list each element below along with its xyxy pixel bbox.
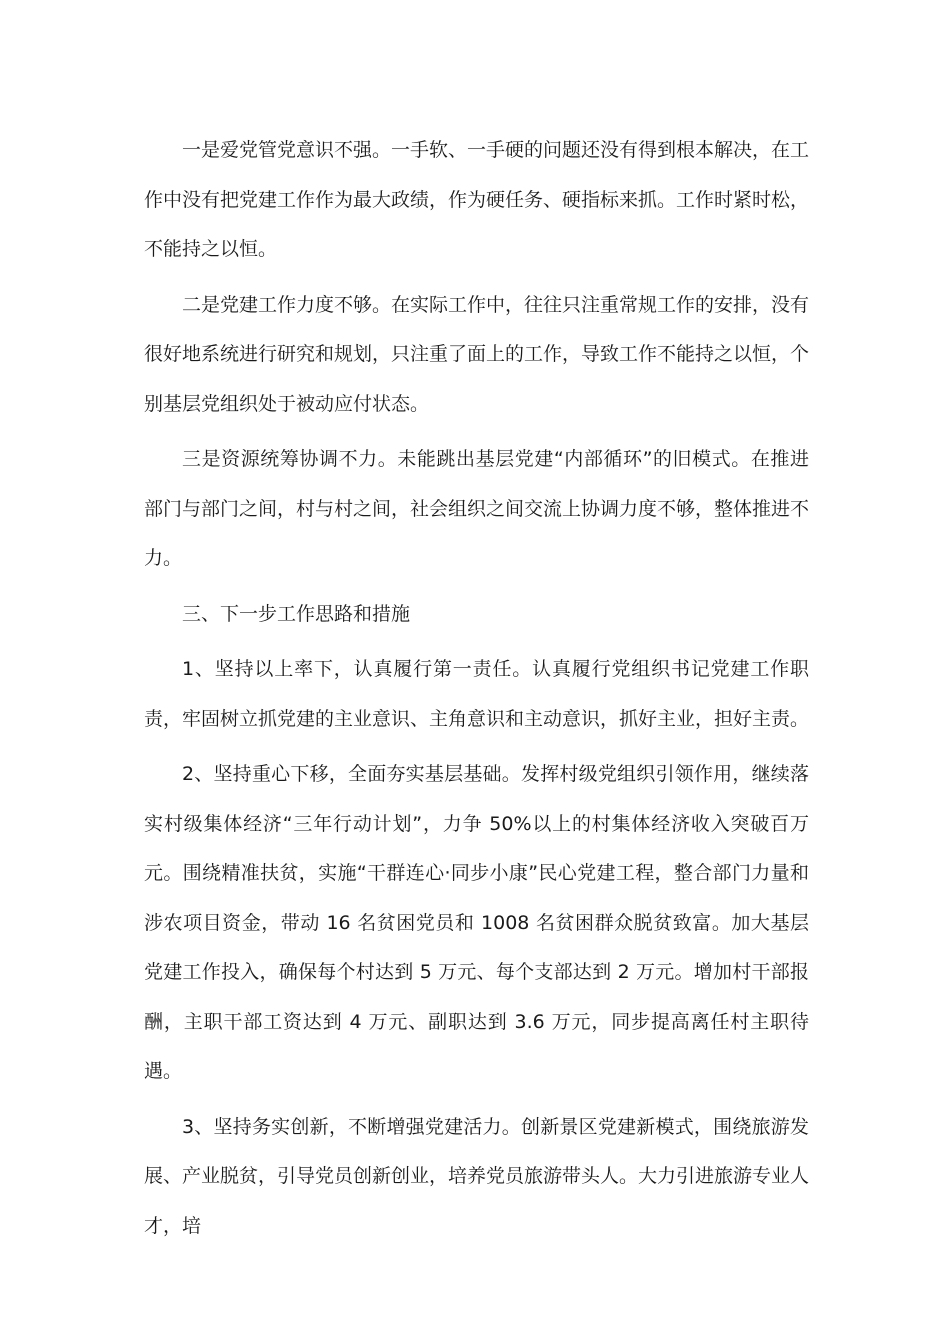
paragraph-problem-3: 三是资源统筹协调不力。未能跳出基层党建“内部循环”的旧模式。在推进部门与部门之间，村与村之间，社会组织之间交流上协调力度不够，整体推进不力。 bbox=[144, 448, 810, 569]
paragraph-measure-3: 3、坚持务实创新，不断增强党建活力。创新景区党建新模式，围绕旅游发展、产业脱贫，引导党员创新创业，培养党员旅游带头人。大力引进旅游专业人才，培 bbox=[144, 1115, 810, 1237]
paragraph-problem-2: 二是党建工作力度不够。在实际工作中，往往只注重常规工作的安排，没有很好地系统进行研究和规划，只注重了面上的工作，导致工作不能持之以恒，个别基层党组织处于被动应付状态。 bbox=[144, 293, 810, 415]
paragraph-measure-1: 1、坚持以上率下，认真履行第一责任。认真履行党组织书记党建工作职责，牢固树立抓党建的主业意识、主角意识和主动意识，抓好主业，担好主责。 bbox=[144, 658, 810, 730]
paragraph-problem-1: 一是爱党管党意识不强。一手软、一手硬的问题还没有得到根本解决，在工作中没有把党建工作作为最大政绩，作为硬任务、硬指标来抓。工作时紧时松，不能持之以恒。 bbox=[144, 139, 810, 260]
paragraph-measure-2: 2、坚持重心下移，全面夯实基层基础。发挥村级党组织引领作用，继续落实村级集体经济“三年行动计划”，力争 50%以上的村集体经济收入突破百万元。围绕精准扶贫，实施“干群连心·同步小康”民心党建工程，整合部门力量和涉农项目资金，带动 16 名贫困党员和 1008 名贫困群众脱贫致富。加大基层党建工作投入，确保每个村达到 5 万元、每个支部达到 2 万元。增加村干部报酬，主职干部工资达到 4 万元、副职达到 3.6 万元，同步提高离任村主职待遇。 bbox=[144, 763, 809, 1082]
section-heading-next-steps: 三、下一步工作思路和措施 bbox=[182, 602, 411, 625]
document-body bbox=[144, 126, 809, 1257]
